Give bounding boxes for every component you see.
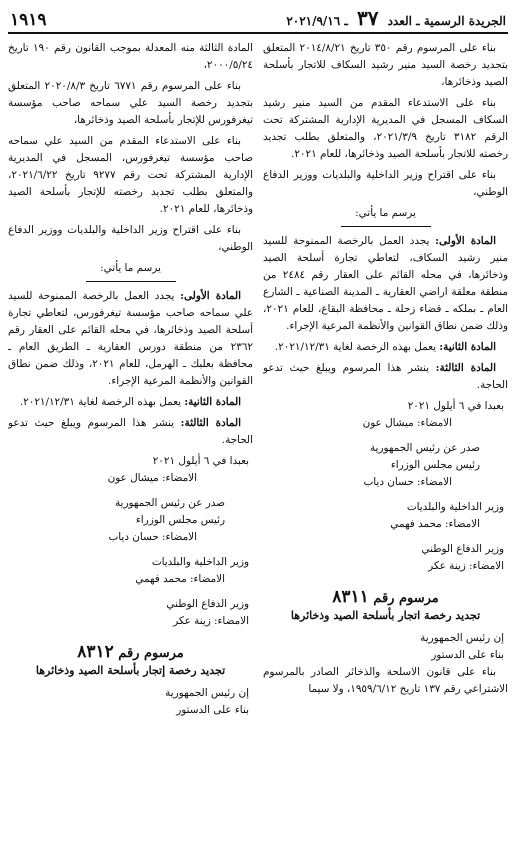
signature-interior-title: وزير الداخلية والبلديات (151, 556, 249, 568)
divider (86, 281, 176, 282)
decree-heading (263, 587, 508, 607)
article-text: يعمل بهذه الرخصة لغاية ٢٠٢١/١٢/٣١. (19, 396, 185, 408)
issue-number: ٣٧ (357, 6, 379, 30)
gazette-title: الجريدة الرسمية ـ العدد (387, 14, 506, 28)
article-3 (263, 360, 508, 394)
divider (341, 226, 431, 227)
article-label: المادة الأولى: (180, 290, 241, 302)
left-column (8, 40, 253, 719)
decree-opening: بناء على الدستور (176, 704, 249, 716)
signature-defense: الامضاء: زينة عكر (173, 615, 249, 627)
decrees-heading: يرسم ما يأتي: (355, 207, 416, 219)
decree-number: ٨٣١١ (332, 587, 369, 607)
signature-defense-title: وزير الدفاع الوطني (166, 598, 249, 610)
decrees-heading: يرسم ما يأتي: (100, 262, 161, 274)
gazette-title-block (286, 6, 506, 30)
preamble-paragraph: المادة الثالثة منه المعدلة بموجب القانون رقم ١٩٠ تاريخ ٢٠٠٠/٥/٢٤، (8, 42, 253, 71)
decree-opening: إن رئيس الجمهورية (165, 687, 249, 699)
signature-pm: الامضاء: حسان دياب (363, 476, 452, 488)
preamble-paragraph: بناء على الاستدعاء المقدم من السيد علي سماحه صاحب مؤسسة تيغرفورس، المسجل في المديرية الإدارية المشتركة تحت رقم ٩٢٧٧ تاريخ ٢٠٢١/٦/٢٢، والمتعلق بطلب تجديد رخصته للإتجار بأسلحة الصيد وذخائرها، للعام ٢٠٢١. (8, 135, 253, 215)
article-label: المادة الأولى: (435, 235, 496, 247)
article-text: ينشر هذا المرسوم ويبلغ حيث تدعو الحاجة. (8, 417, 253, 446)
preamble-paragraph: بناء على الاستدعاء المقدم من السيد منير رشيد السكاف المسجل في المديرية الإدارية المشتركة تحت الرقم ٣١٨٢ تاريخ ٢٠٢١/٣/٩، والمتعلق بطلب تجديد رخصته للاتجار بأسلحة الصيد وذخائرها، للعام ٢٠٢١. (263, 97, 508, 160)
signature-interior: الامضاء: محمد فهمي (135, 573, 225, 585)
signature-defense: الامضاء: زينة عكر (428, 560, 504, 572)
decree-number: ٨٣١٢ (77, 642, 114, 662)
article-1 (8, 288, 253, 390)
article-text: يعمل بهذه الرخصة لغاية ٢٠٢١/١٢/٣١. (274, 341, 440, 353)
article-label: المادة الثانية: (439, 341, 496, 353)
signature-date: بعبدا في ٦ أيلول ٢٠٢١ (152, 455, 249, 467)
signature-defense-title: وزير الدفاع الوطني (421, 543, 504, 555)
signature-president: الامضاء: ميشال عون (107, 472, 197, 484)
preamble-paragraph: بناء على اقتراح وزير الداخلية والبلديات ووزير الدفاع الوطني، (8, 224, 253, 253)
signature-pm-title: رئيس مجلس الوزراء (135, 514, 225, 526)
article-text: ينشر هذا المرسوم ويبلغ حيث تدعو الحاجة. (263, 362, 508, 391)
page-number: ١٩١٩ (10, 10, 47, 30)
article-3 (8, 415, 253, 449)
decree-label: مرسوم رقم (373, 591, 439, 606)
article-text: يجدد العمل بالرخصة الممنوحة للسيد علي سماحه صاحب مؤسسة تيغرفورس، لتعاطي تجارة أسلحة الصيد وذخائرها، في محله القائم على العقار رقم ٢٣٦٢ من منطقة دورس العقارية ـ الطريق العام ـ محافظة بعلبك ـ الهرمل، للعام ٢٠٢١، وذلك ضمن نطاق القوانين والأنظمة المرعية الإجراء. (8, 290, 253, 387)
decree-opening: إن رئيس الجمهورية (420, 632, 504, 644)
article-label: المادة الثالثة: (180, 417, 241, 429)
preamble-paragraph: بناء على المرسوم رقم ٣٥٠ تاريخ ٢٠١٤/٨/٢١ المتعلق بتجديد رخصة السيد منير رشيد السكاف للاتجار بأسلحة الصيد وذخائرها، (263, 42, 508, 88)
columns (8, 40, 508, 719)
signature-president: الامضاء: ميشال عون (362, 417, 452, 429)
page-header (8, 6, 508, 34)
decree-title: تجديد رخصة اتجار بأسلحة الصيد وذخائرها (290, 609, 481, 622)
issue-date: ـ ٢٠٢١/٩/١٦ (286, 14, 348, 28)
signature-interior-title: وزير الداخلية والبلديات (406, 501, 504, 513)
article-label: المادة الثالثة: (435, 362, 496, 374)
signature-pm: الامضاء: حسان دياب (108, 531, 197, 543)
article-label: المادة الثانية: (184, 396, 241, 408)
preamble-paragraph: بناء على اقتراح وزير الداخلية والبلديات ووزير الدفاع الوطني، (263, 169, 508, 198)
decree-label: مرسوم رقم (118, 646, 184, 661)
signature-issued: صدر عن رئيس الجمهورية (369, 442, 480, 454)
signature-interior: الامضاء: محمد فهمي (390, 518, 480, 530)
decree-heading (8, 642, 253, 662)
article-text: يجدد العمل بالرخصة الممنوحة للسيد منير رشيد السكاف، لتعاطي تجارة أسلحة الصيد وذخائرها، في محله القائم على العقار رقم ٢٤٨٤ من منطقة معلقة اراضي العقارية ـ المدينة الصناعية ـ الشارع العام ـ بملكه ـ قضاء زحلة ـ محافظة البقاع، للعام ٢٠٢١، وذلك ضمن نطاق القوانين والأنظمة المرعية الإجراء. (263, 235, 508, 332)
signature-issued: صدر عن رئيس الجمهورية (114, 497, 225, 509)
signature-pm-title: رئيس مجلس الوزراء (390, 459, 480, 471)
article-2 (8, 394, 253, 411)
preamble-paragraph: بناء على قانون الاسلحة والذخائر الصادر بالمرسوم الاشتراعي رقم ١٣٧ تاريخ ١٩٥٩/٦/١٢، ولا سيما (263, 666, 508, 695)
signature-date: بعبدا في ٦ أيلول ٢٠٢١ (407, 400, 504, 412)
decree-title: تجديد رخصة إتجار بأسلحة الصيد وذخائرها (35, 664, 226, 677)
decree-opening: بناء على الدستور (431, 649, 504, 661)
preamble-paragraph: بناء على المرسوم رقم ٦٧٧١ تاريخ ٢٠٢٠/٨/٣ المتعلق بتجديد رخصة السيد علي سماحه صاحب مؤسسة تيغرفورس للإتجار بأسلحة الصيد وذخائرها، (8, 80, 253, 126)
article-1 (263, 233, 508, 335)
article-2 (263, 339, 508, 356)
right-column (263, 40, 508, 719)
